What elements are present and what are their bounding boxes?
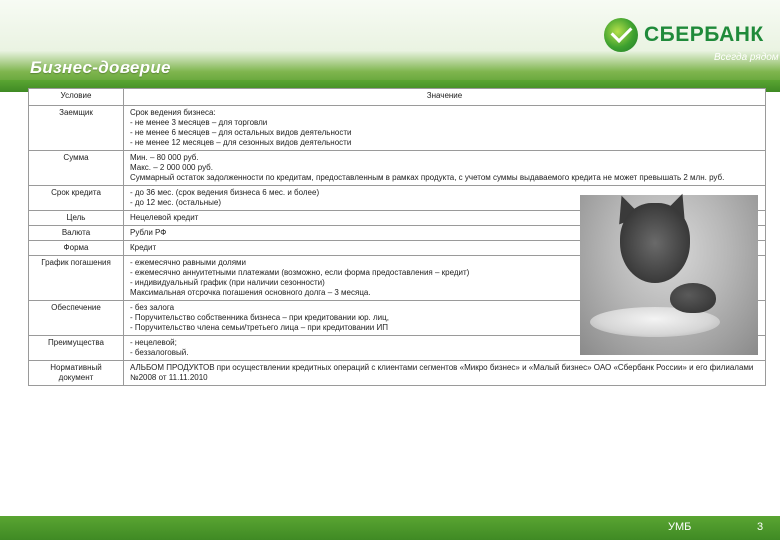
condition-cell: График погашения <box>29 256 124 301</box>
mouse <box>670 283 716 313</box>
checkmark-icon <box>611 21 633 43</box>
value-line: - индивидуальный график (при наличии сезонности) <box>130 278 325 287</box>
value-line: - не менее 3 месяцев – для торговли <box>130 118 268 127</box>
logo-slogan: Всегда рядом <box>714 52 779 63</box>
value-line: Нецелевой кредит <box>130 213 199 222</box>
value-line: - Поручительство члена семьи/третьего лица – при кредитовании ИП <box>130 323 388 332</box>
condition-cell: Срок кредита <box>29 186 124 211</box>
condition-cell: Цель <box>29 211 124 226</box>
footer-label: УМБ <box>668 521 692 533</box>
column-header-value: Значение <box>124 89 766 106</box>
value-line: АЛЬБОМ ПРОДУКТОВ при осуществлении кредитных операций с клиентами сегментов «Микро бизнес» и «Малый бизнес» ОАО «Сбербанк России» и его филиалами №2008 от 11.11.2010 <box>130 363 754 382</box>
value-line: Кредит <box>130 243 157 252</box>
value-line: - не менее 12 месяцев – для сезонных видов деятельности <box>130 138 352 147</box>
value-line: Макс. – 2 000 000 руб. <box>130 163 213 172</box>
table-row <box>29 151 766 186</box>
condition-cell: Обеспечение <box>29 301 124 336</box>
condition-cell: Преимущества <box>29 336 124 361</box>
value-line: - не менее 6 месяцев – для остальных видов деятельности <box>130 128 352 137</box>
value-cell <box>124 151 766 186</box>
cat-and-mouse-photo <box>580 195 758 355</box>
column-header-condition: Условие <box>29 89 124 106</box>
logo-name: СБЕРБАНК <box>644 23 764 46</box>
value-line: - ежемесячно аннуитетными платежами (возможно, если форма предоставления – кредит) <box>130 268 470 277</box>
value-line: - до 12 мес. (остальные) <box>130 198 221 207</box>
value-line: Максимальная отсрочка погашения основного долга – 3 месяца. <box>130 288 371 297</box>
value-cell <box>124 106 766 151</box>
value-line: - беззалоговый. <box>130 348 189 357</box>
value-cell <box>124 361 766 386</box>
value-line: Рубли РФ <box>130 228 167 237</box>
condition-cell: Форма <box>29 241 124 256</box>
condition-cell: Сумма <box>29 151 124 186</box>
table-row <box>29 106 766 151</box>
value-line: Суммарный остаток задолженности по кредитам, предоставленным в рамках продукта, с учетом суммы выдаваемого кредита не может превышать 2 млн. руб. <box>130 173 725 182</box>
value-line: - без залога <box>130 303 175 312</box>
condition-cell: Заемщик <box>29 106 124 151</box>
value-line: - ежемесячно равными долями <box>130 258 247 267</box>
value-line: - Поручительство собственника бизнеса – при кредитовании юр. лиц, <box>130 313 389 322</box>
condition-cell: Нормативный документ <box>29 361 124 386</box>
value-line: - нецелевой; <box>130 338 177 347</box>
sberbank-logo <box>604 18 779 66</box>
value-line: Мин. – 80 000 руб. <box>130 153 199 162</box>
condition-cell: Валюта <box>29 226 124 241</box>
table-row <box>29 361 766 386</box>
kitten-head <box>620 203 690 283</box>
table-header-row <box>29 89 766 106</box>
logo-emblem-icon <box>604 18 638 52</box>
page-number: 3 <box>757 521 764 533</box>
value-line: - до 36 мес. (срок ведения бизнеса 6 мес. и более) <box>130 188 320 197</box>
page-title: Бизнес-доверие <box>30 58 171 77</box>
value-line: Срок ведения бизнеса: <box>130 108 216 117</box>
footer-band <box>0 516 780 540</box>
